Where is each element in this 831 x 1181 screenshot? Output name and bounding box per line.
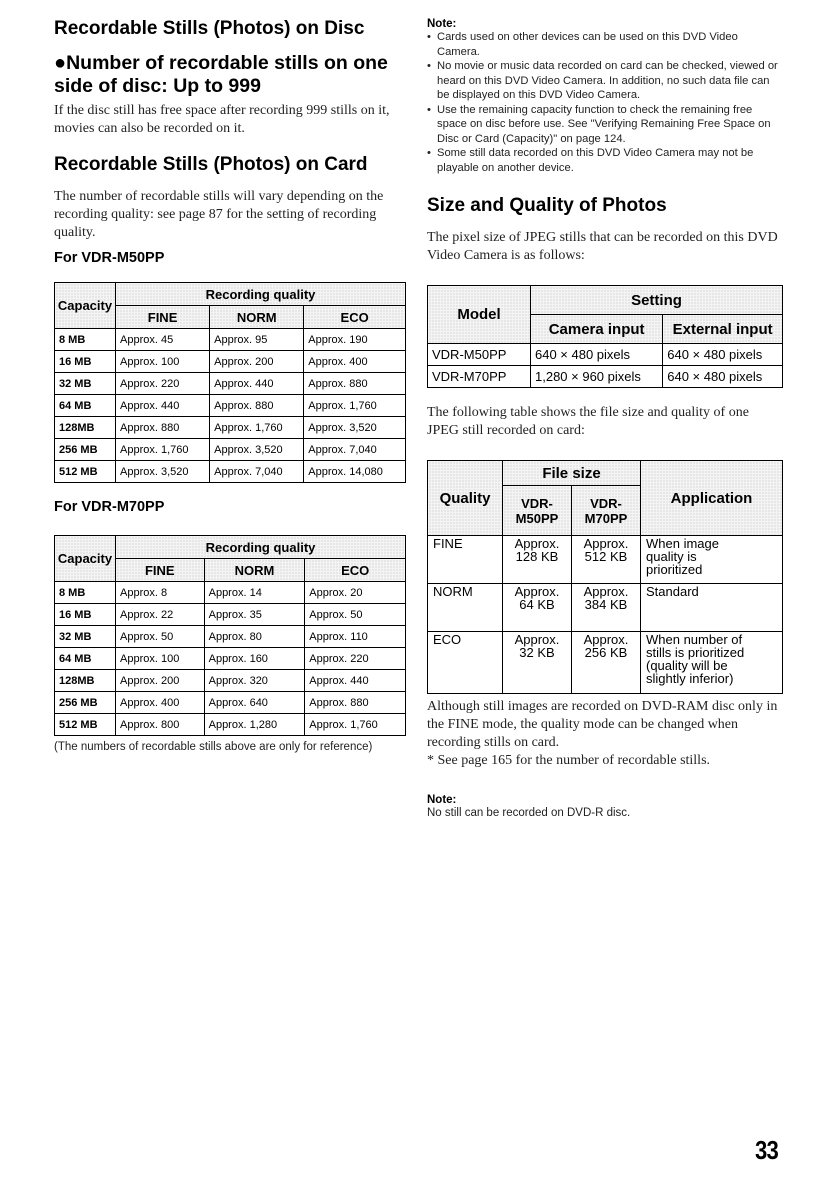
- table-row: [55, 692, 406, 714]
- page-number: 33: [755, 1135, 778, 1165]
- col-fine: FINE: [116, 306, 210, 329]
- setting-header: Setting: [531, 286, 783, 315]
- fine-cell: Approx. 50: [116, 626, 205, 648]
- model-header: Model: [428, 286, 531, 344]
- capacity-cell: 64 MB: [55, 395, 116, 417]
- list-item: • No movie or music data recorded on card can be checked, viewed or heard on this DVD Video Camera. In addition, no such data file can be displayed on this DVD Video Camera.: [427, 59, 783, 103]
- norm-cell: Approx. 880: [210, 395, 304, 417]
- external-cell: 640 × 480 pixels: [663, 344, 783, 366]
- fine-cell: Approx. 1,760: [116, 439, 210, 461]
- file-size-header: File size: [503, 461, 641, 486]
- capacity-cell: 512 MB: [55, 461, 116, 483]
- pixel-size-table: [427, 285, 783, 388]
- recordable-stills-table-m70: [54, 535, 406, 736]
- norm-cell: Approx. 3,520: [210, 439, 304, 461]
- recording-quality-header: Recording quality: [116, 536, 406, 559]
- table-m70-caption: For VDR-M70PP: [54, 499, 165, 515]
- col-eco: ECO: [304, 306, 406, 329]
- model-cell: VDR-M70PP: [428, 366, 531, 388]
- capacity-cell: 32 MB: [55, 626, 116, 648]
- quality-cell: FINE: [428, 536, 503, 584]
- right-column: [427, 18, 783, 820]
- m50-size-cell: Approx. 64 KB: [503, 584, 572, 632]
- note-list: [427, 30, 783, 175]
- application-header: Application: [641, 461, 783, 536]
- eco-cell: Approx. 110: [305, 626, 406, 648]
- table-row: [428, 632, 783, 694]
- quality-header: Quality: [428, 461, 503, 536]
- capacity-cell: 128MB: [55, 670, 116, 692]
- norm-cell: Approx. 80: [204, 626, 305, 648]
- table-m50-caption: For VDR-M50PP: [54, 250, 165, 266]
- eco-cell: Approx. 440: [305, 670, 406, 692]
- disc-paragraph: If the disc still has free space after recording 999 stills on it, movies can also be recorded on it.: [54, 103, 390, 136]
- norm-cell: Approx. 7,040: [210, 461, 304, 483]
- capacity-cell: 32 MB: [55, 373, 116, 395]
- m70-size-cell: Approx. 256 KB: [572, 632, 641, 694]
- capacity-header: Capacity: [55, 536, 116, 582]
- note-label: Note:: [427, 18, 457, 30]
- table-row: [428, 584, 783, 632]
- capacity-cell: 16 MB: [55, 351, 116, 373]
- capacity-cell: 16 MB: [55, 604, 116, 626]
- norm-cell: Approx. 95: [210, 329, 304, 351]
- col-norm: NORM: [204, 559, 305, 582]
- table-row: [55, 373, 406, 395]
- capacity-cell: 512 MB: [55, 714, 116, 736]
- table-row: [55, 461, 406, 483]
- file-size-table: [427, 460, 783, 694]
- capacity-cell: 8 MB: [55, 582, 116, 604]
- col-eco: ECO: [305, 559, 406, 582]
- table-row: [55, 395, 406, 417]
- fine-cell: Approx. 45: [116, 329, 210, 351]
- norm-cell: Approx. 320: [204, 670, 305, 692]
- table-row: [55, 417, 406, 439]
- norm-cell: Approx. 440: [210, 373, 304, 395]
- eco-cell: Approx. 880: [305, 692, 406, 714]
- eco-cell: Approx. 1,760: [304, 395, 406, 417]
- table-row: [55, 439, 406, 461]
- eco-cell: Approx. 3,520: [304, 417, 406, 439]
- bullet-icon: ●: [54, 52, 67, 74]
- left-column: [54, 18, 406, 754]
- vdr-m70pp-header: VDR- M70PP: [572, 486, 641, 536]
- size-quality-heading: Size and Quality of Photos: [427, 195, 667, 216]
- table-row: [428, 536, 783, 584]
- capacity-cell: 128MB: [55, 417, 116, 439]
- table-row: [428, 366, 783, 388]
- after-paragraph: Although still images are recorded on DVD-RAM disc only in the FINE mode, the quality mode can be changed when recording stills on card.: [427, 699, 778, 750]
- m70-size-cell: Approx. 384 KB: [572, 584, 641, 632]
- norm-cell: Approx. 200: [210, 351, 304, 373]
- col-fine: FINE: [116, 559, 205, 582]
- recordable-stills-table-m50: [54, 282, 406, 483]
- eco-cell: Approx. 7,040: [304, 439, 406, 461]
- table-row: [55, 626, 406, 648]
- eco-cell: Approx. 14,080: [304, 461, 406, 483]
- eco-cell: Approx. 50: [305, 604, 406, 626]
- norm-cell: Approx. 1,760: [210, 417, 304, 439]
- norm-cell: Approx. 640: [204, 692, 305, 714]
- card-heading: Recordable Stills (Photos) on Card: [54, 154, 368, 175]
- camera-cell: 1,280 × 960 pixels: [531, 366, 663, 388]
- capacity-cell: 256 MB: [55, 692, 116, 714]
- m70-size-cell: Approx. 512 KB: [572, 536, 641, 584]
- quality-cell: ECO: [428, 632, 503, 694]
- table-row: [55, 582, 406, 604]
- fine-cell: Approx. 3,520: [116, 461, 210, 483]
- footnote: (The numbers of recordable stills above are only for reference): [54, 741, 373, 753]
- table-row: [55, 351, 406, 373]
- application-cell: Standard: [641, 584, 783, 632]
- camera-input-header: Camera input: [531, 315, 663, 344]
- norm-cell: Approx. 35: [204, 604, 305, 626]
- m50-size-cell: Approx. 32 KB: [503, 632, 572, 694]
- fine-cell: Approx. 400: [116, 692, 205, 714]
- table-row: [55, 670, 406, 692]
- m50-size-cell: Approx. 128 KB: [503, 536, 572, 584]
- list-item: • Use the remaining capacity function to check the remaining free space on disc before use. See "Verifying Remaining Free Space on Disc or Card (Capacity)" on page 124.: [427, 103, 783, 147]
- star-note: * See page 165 for the number of recordable stills.: [427, 753, 711, 768]
- eco-cell: Approx. 190: [304, 329, 406, 351]
- fine-cell: Approx. 880: [116, 417, 210, 439]
- fine-cell: Approx. 220: [116, 373, 210, 395]
- fine-cell: Approx. 22: [116, 604, 205, 626]
- table-row: [55, 604, 406, 626]
- norm-cell: Approx. 14: [204, 582, 305, 604]
- application-cell: When image quality is prioritized: [641, 536, 783, 584]
- application-cell: When number of stills is prioritized (quality will be slightly inferior): [641, 632, 783, 694]
- fine-cell: Approx. 100: [116, 351, 210, 373]
- fine-cell: Approx. 8: [116, 582, 205, 604]
- vdr-m50pp-header: VDR- M50PP: [503, 486, 572, 536]
- eco-cell: Approx. 220: [305, 648, 406, 670]
- quality-cell: NORM: [428, 584, 503, 632]
- eco-cell: Approx. 880: [304, 373, 406, 395]
- col-norm: NORM: [210, 306, 304, 329]
- disc-heading: Recordable Stills (Photos) on Disc: [54, 18, 365, 39]
- capacity-cell: 256 MB: [55, 439, 116, 461]
- capacity-cell: 64 MB: [55, 648, 116, 670]
- note-label: Note:: [427, 794, 457, 806]
- external-input-header: External input: [663, 315, 783, 344]
- recording-quality-header: Recording quality: [116, 283, 406, 306]
- capacity-header: Capacity: [55, 283, 116, 329]
- eco-cell: Approx. 400: [304, 351, 406, 373]
- list-item: • Cards used on other devices can be used on this DVD Video Camera.: [427, 30, 783, 59]
- card-paragraph: The number of recordable stills will vary depending on the recording quality: see page 87 for the setting of recording quality.: [54, 189, 384, 240]
- table-row: [55, 714, 406, 736]
- note-text: No still can be recorded on DVD-R disc.: [427, 807, 631, 819]
- disc-sub-heading: [54, 52, 406, 98]
- table-row: [55, 648, 406, 670]
- capacity-cell: 8 MB: [55, 329, 116, 351]
- table-row: [55, 329, 406, 351]
- fine-cell: Approx. 200: [116, 670, 205, 692]
- table-row: [428, 344, 783, 366]
- eco-cell: Approx. 1,760: [305, 714, 406, 736]
- norm-cell: Approx. 160: [204, 648, 305, 670]
- eco-cell: Approx. 20: [305, 582, 406, 604]
- external-cell: 640 × 480 pixels: [663, 366, 783, 388]
- disc-sub-heading-text: Number of recordable stills on one side of disc: Up to 999: [54, 52, 388, 97]
- model-cell: VDR-M50PP: [428, 344, 531, 366]
- list-item: • Some still data recorded on this DVD Video Camera may not be playable on another device.: [427, 146, 783, 175]
- fine-cell: Approx. 100: [116, 648, 205, 670]
- fine-cell: Approx. 800: [116, 714, 205, 736]
- camera-cell: 640 × 480 pixels: [531, 344, 663, 366]
- size-paragraph: The pixel size of JPEG stills that can be recorded on this DVD Video Camera is as follows:: [427, 230, 778, 263]
- fine-cell: Approx. 440: [116, 395, 210, 417]
- filesize-paragraph: The following table shows the file size and quality of one JPEG still recorded on card:: [427, 405, 749, 438]
- norm-cell: Approx. 1,280: [204, 714, 305, 736]
